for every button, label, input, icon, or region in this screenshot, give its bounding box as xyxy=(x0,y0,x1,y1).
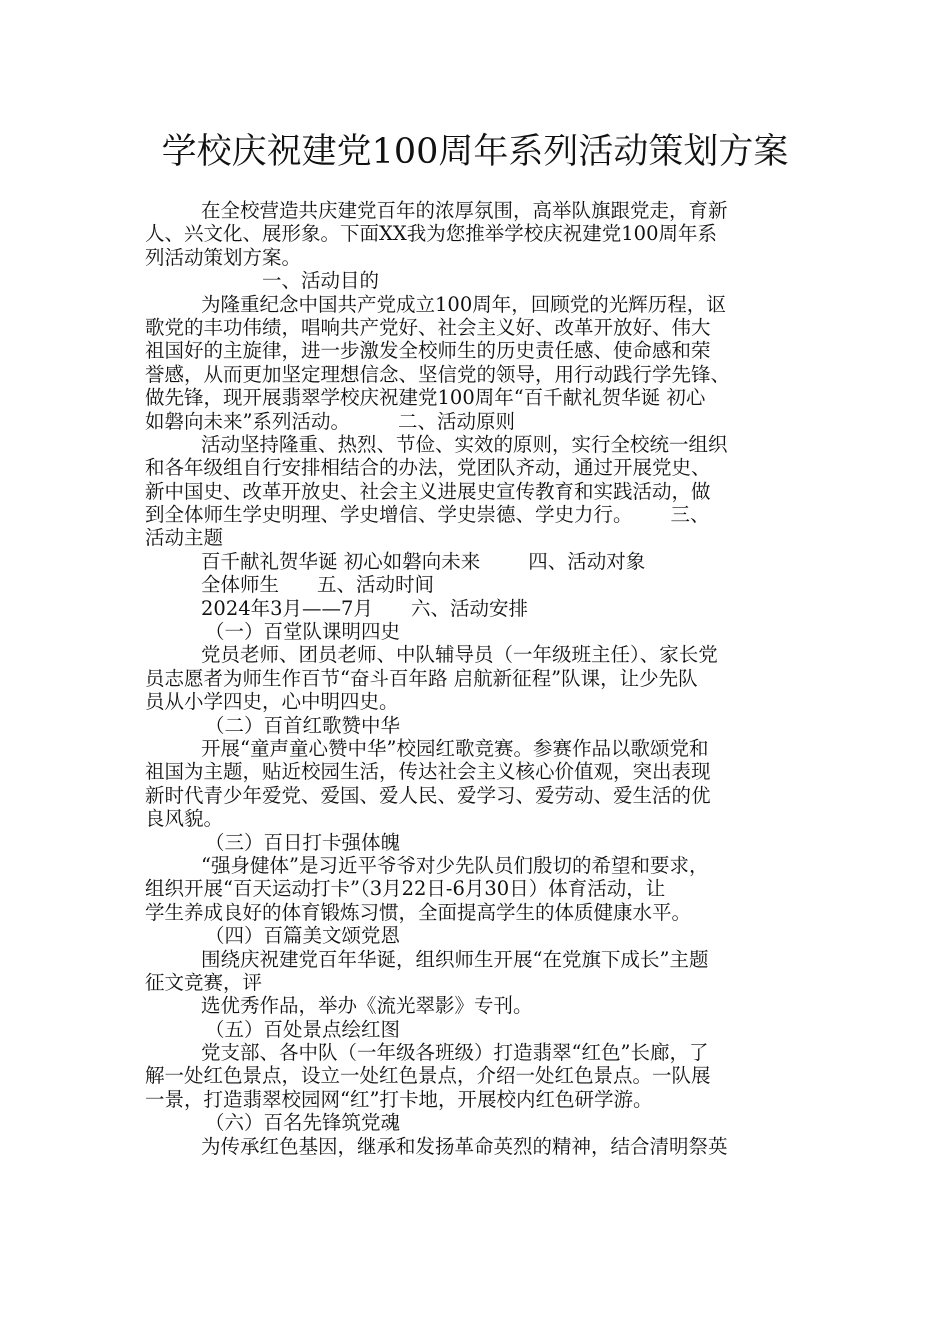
section-2-line: 新时代青少年爱党、爱国、爱人民、爱学习、爱劳动、爱生活的优 xyxy=(145,783,711,807)
principle-line: 活动坚持隆重、热烈、节俭、实效的原则，实行全校统一组织 xyxy=(201,432,728,456)
theme-line xyxy=(145,550,807,573)
purpose-tail: 如磐向未来”系列活动。 xyxy=(145,409,350,433)
principle-line: 新中国史、改革开放史、社会主义进展史宣传教育和实践活动，做 xyxy=(145,479,711,503)
section-title-1: （一）百堂队课明四史 xyxy=(205,620,401,644)
section-title-5: （五）百处景点绘红图 xyxy=(205,1017,401,1041)
principle-tail: 到全体师生学史明理、学史增信、学史崇德、学史力行。 xyxy=(145,503,633,527)
time-text: 2024年3月——7月 xyxy=(201,596,373,620)
section-4-line: 围绕庆祝建党百年华诞，组织师生开展“在党旗下成长”主题 xyxy=(201,947,709,971)
section-5-line: 党支部、各中队（一年级各班级）打造翡翠“红色”长廊，了 xyxy=(201,1041,709,1065)
heading-principle: 二、活动原则 xyxy=(397,409,515,433)
intro-line: 列活动策划方案。 xyxy=(145,245,302,269)
target-line xyxy=(145,573,807,596)
section-title-4: （四）百篇美文颂党恩 xyxy=(205,924,401,948)
target-text: 全体师生 xyxy=(201,573,280,597)
purpose-line: 誉感，从而更加坚定理想信念、坚信党的领导，用行动践行学先锋、 xyxy=(145,362,731,386)
intro-line: 人、兴文化、展形象。下面XX我为您推举学校庆祝建党100周年系 xyxy=(145,222,717,246)
section-title-3: （三）百日打卡强体魄 xyxy=(205,830,401,854)
theme-text: 百千献礼贺华诞 初心如磐向未来 xyxy=(201,549,481,573)
heading-purpose: 一、活动目的 xyxy=(262,269,380,293)
heading-target: 四、活动对象 xyxy=(528,549,646,573)
section-2-line: 开展“童声童心赞中华”校园红歌竞赛。参赛作品以歌颂党和 xyxy=(201,736,709,760)
section-1-line: 党员老师、团员老师、中队辅导员（一年级班主任）、家长党 xyxy=(201,643,718,667)
purpose-line: 歌党的丰功伟绩，唱响共产党好、社会主义好、改革开放好、伟大 xyxy=(145,315,711,339)
document-body xyxy=(145,199,807,1158)
section-1-line: 员志愿者为师生作百节“奋斗百年路 启航新征程”队课，让少先队 xyxy=(145,666,698,690)
principle-line xyxy=(145,503,807,526)
heading-time: 五、活动时间 xyxy=(317,573,435,597)
section-5-line: 解一处红色景点，设立一处红色景点，介绍一处红色景点。一队展 xyxy=(145,1064,711,1088)
section-title-6: （六）百名先锋筑党魂 xyxy=(205,1111,401,1135)
section-6-line: 为传承红色基因，继承和发扬革命英烈的精神，结合清明祭英 xyxy=(201,1134,728,1158)
section-5-line: 一景，打造翡翠校园网“红”打卡地，开展校内红色研学游。 xyxy=(145,1087,653,1111)
principle-line: 和各年级组自行安排相结合的办法，党团队齐动，通过开展党史、 xyxy=(145,456,711,480)
purpose-line: 祖国好的主旋律，进一步激发全校师生的历史责任感、使命感和荣 xyxy=(145,339,711,363)
section-3-line: 学生养成良好的体育锻炼习惯，全面提高学生的体质健康水平。 xyxy=(145,900,692,924)
section-4-line: 征文竞赛，评 xyxy=(145,970,263,994)
section-4-line: 选优秀作品，举办《流光翠影》专刊。 xyxy=(201,994,533,1018)
purpose-line xyxy=(145,410,807,433)
section-1-line: 员从小学四史，心中明四史。 xyxy=(145,690,399,714)
heading-theme: 活动主题 xyxy=(145,526,224,550)
time-line xyxy=(145,597,807,620)
section-2-line: 祖国为主题，贴近校园生活，传达社会主义核心价值观，突出表现 xyxy=(145,760,711,784)
document-title: 学校庆祝建党100周年系列活动策划方案 xyxy=(161,132,789,172)
section-title-2: （二）百首红歌赞中华 xyxy=(205,713,401,737)
heading-theme-num: 三、 xyxy=(670,503,710,527)
purpose-line: 做先锋，现开展翡翠学校庆祝建党100周年“百千献礼贺华诞 初心 xyxy=(145,386,706,410)
section-3-line: 组织开展“百天运动打卡”（3月22日-6月30日）体育活动，让 xyxy=(145,877,666,901)
heading-schedule: 六、活动安排 xyxy=(410,596,528,620)
section-3-line: “强身健体”是习近平爷爷对少先队员们殷切的希望和要求， xyxy=(201,853,709,877)
section-2-line: 良风貌。 xyxy=(145,807,224,831)
purpose-line: 为隆重纪念中国共产党成立100周年，回顾党的光辉历程，讴 xyxy=(201,292,726,316)
intro-line: 在全校营造共庆建党百年的浓厚氛围，高举队旗跟党走，育新 xyxy=(201,199,728,222)
